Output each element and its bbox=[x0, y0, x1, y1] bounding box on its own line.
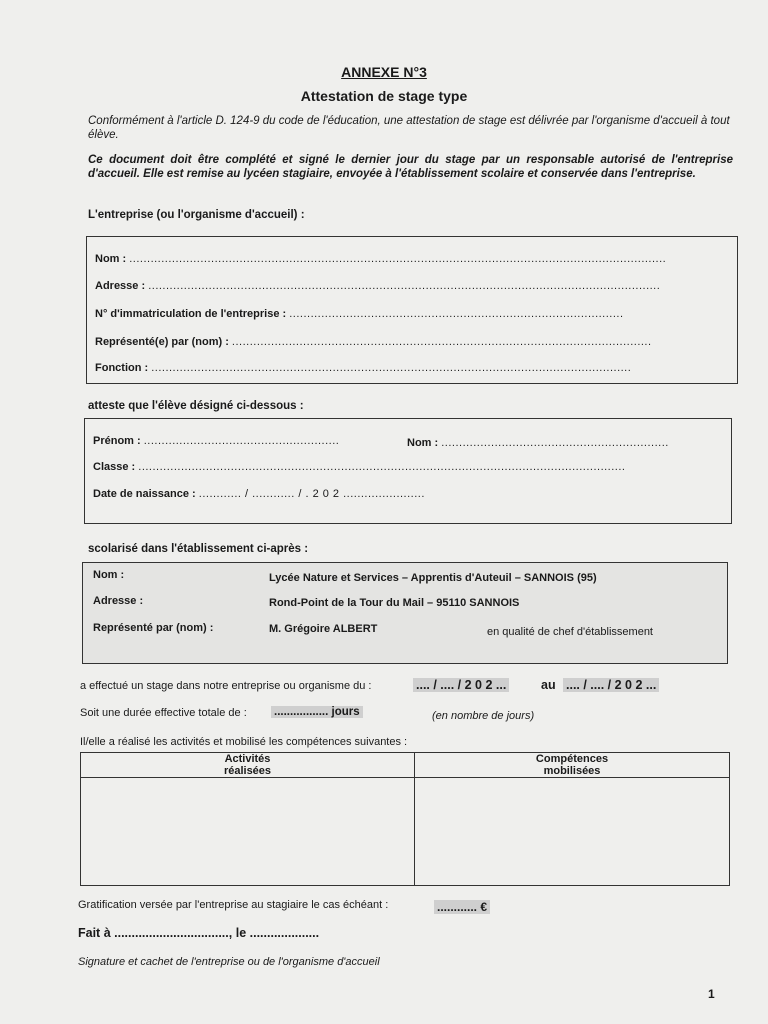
date-fin-value: .... / .... / 2 0 2 ... bbox=[563, 678, 659, 692]
entreprise-fonction-field[interactable]: Fonction : ....................................................................................................................................... bbox=[95, 362, 632, 374]
le-dots: .................... bbox=[249, 926, 320, 940]
etablissement-box bbox=[82, 562, 728, 664]
naissance-label: Date de naissance : bbox=[93, 488, 196, 500]
duree-field[interactable] bbox=[271, 706, 363, 718]
represente-label: Représenté(e) par (nom) : bbox=[95, 336, 229, 348]
eleve-naissance-field[interactable] bbox=[93, 488, 425, 500]
classe-label: Classe : bbox=[93, 461, 136, 473]
signature-label: Signature et cachet de l'entreprise ou de l'organisme d'accueil bbox=[78, 956, 380, 968]
date-fin-field[interactable] bbox=[563, 678, 659, 692]
duree-value: ................. jours bbox=[271, 706, 363, 718]
activites-cell[interactable] bbox=[81, 778, 414, 884]
etab-adresse-label: Adresse : bbox=[93, 595, 144, 607]
etab-nom-value: Lycée Nature et Services – Apprentis d'Auteuil – SANNOIS (95) bbox=[269, 572, 597, 584]
entreprise-section-label: L'entreprise (ou l'organisme d'accueil) : bbox=[88, 209, 305, 221]
etab-nom-label: Nom : bbox=[93, 569, 125, 581]
eleve-section-label: atteste que l'élève désigné ci-dessous : bbox=[88, 400, 304, 412]
prenom-label: Prénom : bbox=[93, 435, 141, 447]
page-number: 1 bbox=[708, 987, 715, 1001]
document-subtitle: Attestation de stage type bbox=[300, 88, 468, 104]
fait-a-dots: ................................., bbox=[114, 926, 233, 940]
activites-intro: Il/elle a réalisé les activités et mobilisé les compétences suivantes : bbox=[80, 736, 408, 748]
fonction-label: Fonction : bbox=[95, 362, 149, 374]
table-header-activites: Activités réalisées bbox=[81, 753, 414, 778]
duree-label: Soit une durée effective totale de : bbox=[80, 707, 247, 719]
fait-a-label: Fait à bbox=[78, 926, 111, 940]
activities-table bbox=[80, 752, 730, 886]
annex-title: ANNEXE N°3 bbox=[341, 64, 427, 80]
instructions-text: Ce document doit être complété et signé le dernier jour du stage par un responsable autorisé de l'entreprise d'accueil. Elle est remise au lycéen stagiaire, envoyée à l'établissement scolaire et conservée dans l'entreprise. bbox=[88, 154, 733, 180]
gratification-field[interactable] bbox=[434, 900, 490, 914]
competences-cell[interactable] bbox=[415, 778, 729, 884]
immatriculation-label: N° d'immatriculation de l'entreprise : bbox=[95, 308, 287, 320]
entreprise-adresse-field[interactable]: Adresse : ................................................................................................................................................ bbox=[95, 280, 661, 292]
date-debut-value: .... / .... / 2 0 2 ... bbox=[413, 678, 509, 692]
etab-adresse-value: Rond-Point de la Tour du Mail – 95110 SANNOIS bbox=[269, 597, 520, 609]
etablissement-section-label: scolarisé dans l'établissement ci-après : bbox=[88, 543, 309, 555]
table-header-competences: Compétences mobilisées bbox=[415, 753, 729, 778]
fait-a-field[interactable] bbox=[78, 926, 319, 940]
stage-effectue-label: a effectué un stage dans notre entreprise ou organisme du : bbox=[80, 680, 372, 692]
eleve-box bbox=[84, 418, 732, 524]
etab-qualite: en qualité de chef d'établissement bbox=[487, 626, 653, 638]
etab-represente-value: M. Grégoire ALBERT bbox=[269, 623, 378, 635]
etab-represente-label: Représenté par (nom) : bbox=[93, 622, 214, 634]
date-debut-field[interactable] bbox=[413, 678, 509, 692]
eleve-classe-field[interactable]: Classe : ......................................................................................................................................... bbox=[93, 461, 626, 473]
naissance-value: ............ / ............ / . 2 0 2 ....................... bbox=[198, 488, 425, 500]
au-label: au bbox=[541, 678, 556, 692]
duree-note: (en nombre de jours) bbox=[432, 710, 535, 722]
entreprise-adresse-label: Adresse : bbox=[95, 280, 146, 292]
entreprise-represente-field[interactable]: Représenté(e) par (nom) : ...................................................................................................................... bbox=[95, 336, 652, 348]
eleve-nom-label: Nom : bbox=[407, 437, 439, 449]
gratification-label: Gratification versée par l'entreprise au stagiaire le cas échéant : bbox=[78, 899, 389, 911]
le-label: le bbox=[235, 926, 247, 940]
entreprise-nom-field[interactable]: Nom : ....................................................................................................................................................... bbox=[95, 253, 667, 265]
entreprise-immatriculation-field[interactable]: N° d'immatriculation de l'entreprise : .............................................................................................. bbox=[95, 308, 624, 320]
gratification-value: ............ € bbox=[434, 900, 490, 914]
entreprise-box bbox=[86, 236, 738, 384]
eleve-prenom-field[interactable]: Prénom : ....................................................... bbox=[93, 435, 340, 447]
legal-intro: Conformément à l'article D. 124-9 du code de l'éducation, une attestation de stage est délivrée par l'organisme d'accueil à tout élève. bbox=[88, 115, 730, 141]
eleve-nom-field[interactable]: Nom : ................................................................ bbox=[407, 437, 669, 449]
entreprise-nom-label: Nom : bbox=[95, 253, 127, 265]
